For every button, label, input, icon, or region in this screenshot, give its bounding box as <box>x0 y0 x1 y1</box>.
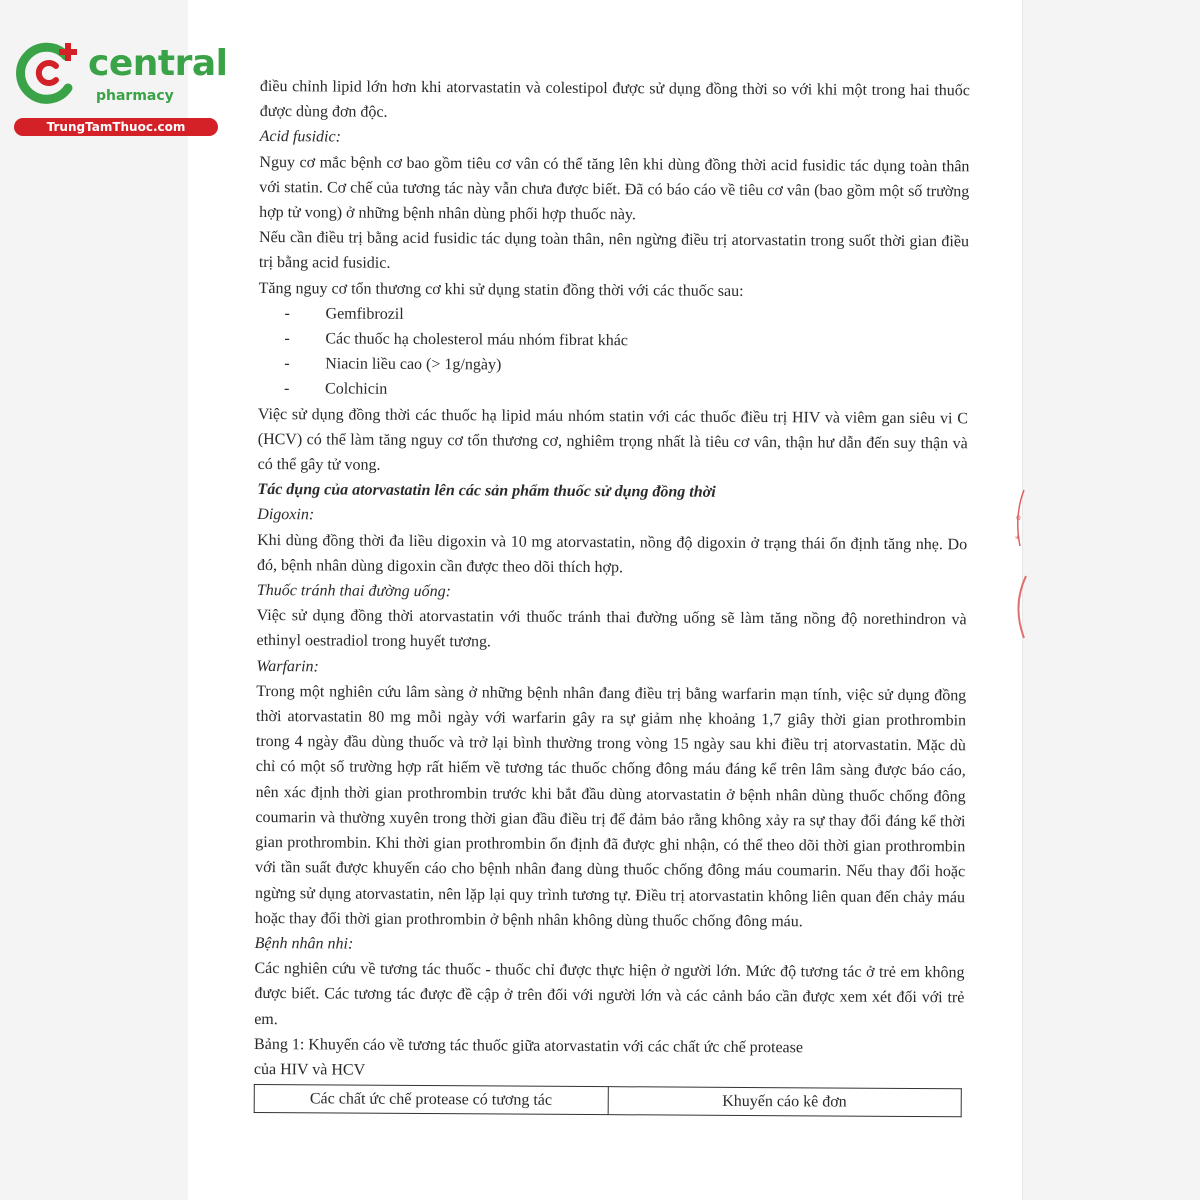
paragraph: điều chỉnh lipid lớn hơn khi atorvastatin và colestipol được sử dụng đồng thời so với khi một trong hai thuốc được dùng đơn độc. <box>259 77 970 121</box>
table-header-recommendation: Khuyến cáo kê đơn <box>608 1087 962 1117</box>
brand-site-badge[interactable]: TrungTamThuoc.com <box>14 118 218 136</box>
stamp-mark <box>1010 486 1030 646</box>
brand-logo[interactable] <box>8 32 228 138</box>
svg-text:o: o <box>1016 513 1021 522</box>
svg-text:*: * <box>1015 535 1020 545</box>
section-heading: Bệnh nhân nhi: <box>254 934 354 953</box>
paragraph-group-1 <box>259 74 970 305</box>
paragraph: Nếu cần điều trị bằng acid fusidic tác dụng toàn thân, nên ngừng điều trị atorvastatin trong suốt thời gian điều trị bằng acid fusidic. <box>258 229 970 273</box>
list-item: - Colchicin <box>258 376 968 406</box>
section-heading: Acid fusidic: <box>259 128 341 146</box>
section-heading: Thuốc tránh thai đường uống: <box>256 582 452 601</box>
list-item: - Niacin liều cao (> 1g/ngày) <box>258 351 968 381</box>
paragraph: Nguy cơ mắc bệnh cơ bao gồm tiêu cơ vân có thể tăng lên khi dùng đồng thời acid fusidic tác dụng toàn thân với statin. Cơ chế của tương tác này vẫn chưa được biết. Đã có báo cáo về tiêu cơ vân (bao gồm một số trường hợp tử vong) ở những bệnh nhân dùng phối hợp thuốc này. <box>259 153 970 224</box>
section-heading: Digoxin: <box>257 506 315 524</box>
section-heading: Warfarin: <box>256 657 319 676</box>
paragraph-group-2 <box>254 402 968 1036</box>
paragraph: Các nghiên cứu về tương tác thuốc - thuốc chỉ được thực hiện ở người lớn. Mức độ tương tác ở trẻ em không được biết. Các tương tác được đề cập ở trên đối với người lớn và các cảnh báo cần được xem xét đối với trẻ em. <box>254 960 965 1028</box>
pharmacy-cross-icon <box>8 32 88 112</box>
paragraph: Việc sử dụng đồng thời các thuốc hạ lipid máu nhóm statin với các thuốc điều trị HIV và viêm gan siêu vi C (HCV) có thể làm tăng nguy cơ tổn thương cơ, nghiêm trọng nhất là tiêu cơ vân, thận hư dẫn đến suy thận và có thể gây tử vong. <box>257 405 968 474</box>
table-caption-line-1: Bảng 1: Khuyến cáo về tương tác thuốc giữa atorvastatin với các chất ức chế protease <box>254 1035 804 1057</box>
list-item: - Gemfibrozil <box>258 301 968 331</box>
list-item: - Các thuốc hạ cholesterol máu nhóm fibrat khác <box>258 326 968 356</box>
paragraph: Tăng nguy cơ tổn thương cơ khi sử dụng statin đồng thời với các thuốc sau: <box>258 279 744 300</box>
paragraph: Trong một nghiên cứu lâm sàng ở những bệnh nhân đang điều trị bằng warfarin mạn tính, việc sử dụng đồng thời atorvastatin 80 mg mỗi ngày với warfarin gây ra sự giảm nhẹ khoảng 1,7 giây thời gian prothrombin trong 4 ngày đầu dùng thuốc và trở lại bình thường trong vòng 15 ngày sau khi điều trị atorvastatin. Mặc dù chỉ có một số trường hợp rất hiếm về tương tác thuốc chống đông máu đáng kể trên lâm sàng được báo cáo, nên xác định thời gian prothrombin trước khi bắt đầu dùng atorvastatin ở bệnh nhân dùng thuốc chống đông coumarin và thường xuyên trong thời gian đầu điều trị để đảm bảo rằng không xảy ra sự thay đổi đáng kể thời gian prothrombin. Khi thời gian prothrombin ổn định đã được ghi nhận, có thể theo dõi thời gian prothrombin với tần suất được khuyến cáo cho bệnh nhân đang dùng thuốc chống đông máu coumarin. Nếu thay đổi hoặc ngừng sử dụng atorvastatin, nên lặp lại quy trình tương tự. Điều trị atorvastatin không liên quan đến chảy máu hoặc thay đổi thời gian prothrombin ở bệnh nhân không dùng thuốc chống đông máu. <box>254 682 967 931</box>
table-caption-line-2: của HIV và HCV <box>253 1060 366 1079</box>
paragraph: Việc sử dụng đồng thời atorvastatin với thuốc tránh thai đường uống sẽ làm tăng nồng độ norethindron và ethinyl oestradiol trong huyết tương. <box>256 607 967 651</box>
paragraph: Khi dùng đồng thời đa liều digoxin và 10 mg atorvastatin, nồng độ digoxin ở trạng thái ổn định tăng nhẹ. Do đó, bệnh nhân dùng digoxin cần được theo dõi thích hợp. <box>256 531 968 577</box>
section-heading: Tác dụng của atorvastatin lên các sản phẩm thuốc sử dụng đồng thời <box>257 481 716 502</box>
brand-name: central <box>88 43 228 84</box>
protease-inhibitor-table <box>254 1084 962 1118</box>
brand-subtitle: pharmacy <box>96 88 174 104</box>
drug-list <box>258 301 969 406</box>
table-header-inhibitors: Các chất ức chế protease có tương tác <box>254 1085 608 1115</box>
document-body <box>254 74 970 1118</box>
